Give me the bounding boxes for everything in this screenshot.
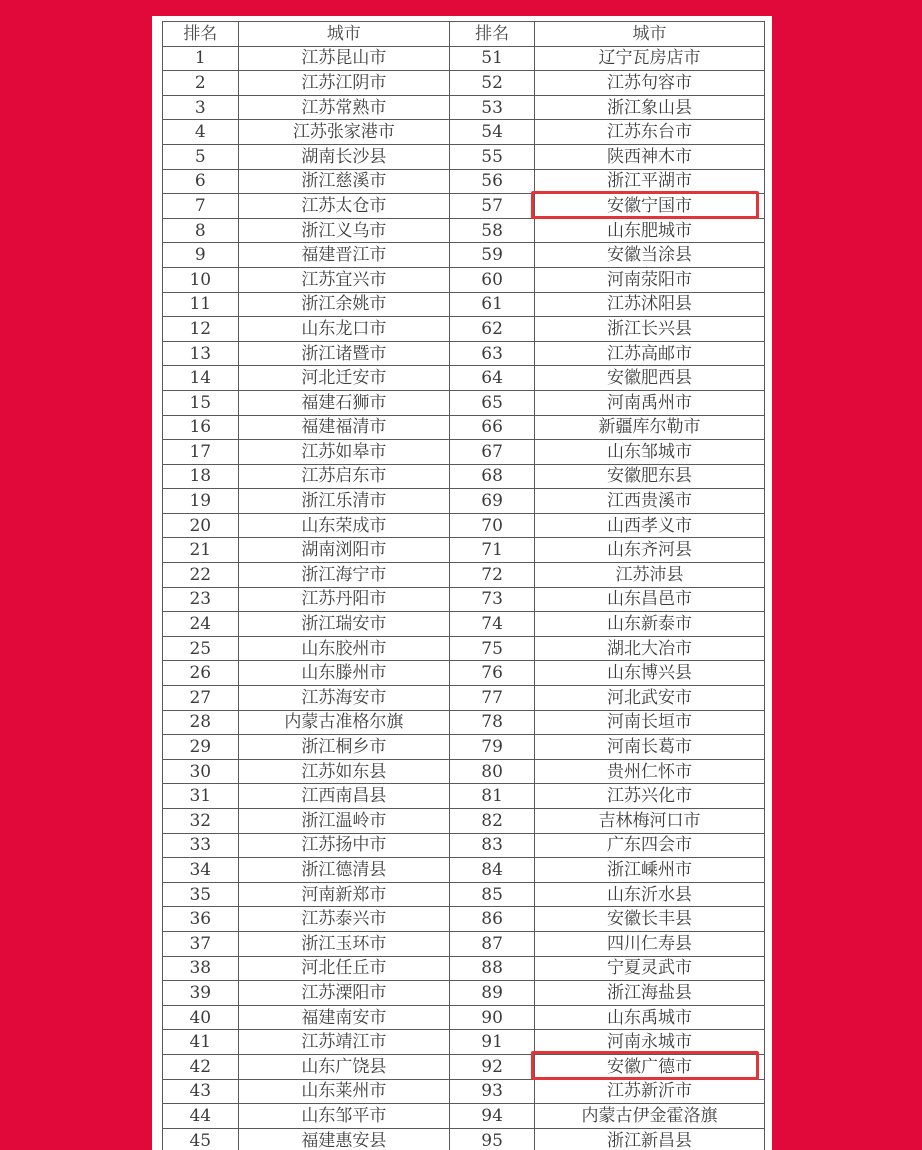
- city-cell: 浙江慈溪市: [238, 169, 450, 194]
- table-row: [163, 735, 765, 760]
- table-row: [163, 907, 765, 932]
- city-cell: 江苏宜兴市: [238, 267, 450, 292]
- city-cell: 安徽肥东县: [535, 464, 765, 489]
- city-cell: 浙江玉环市: [238, 931, 450, 956]
- city-cell: 四川仁寿县: [535, 931, 765, 956]
- highlight-box-rank-57: [531, 191, 759, 220]
- rank-cell: 32: [163, 809, 239, 834]
- rank-cell: 7: [163, 194, 239, 219]
- city-cell: 湖南浏阳市: [238, 538, 450, 563]
- city-cell: 江苏沭阳县: [535, 292, 765, 317]
- table-row: [163, 956, 765, 981]
- table-row: [163, 858, 765, 883]
- table-row: [163, 931, 765, 956]
- city-cell: 山东新泰市: [535, 612, 765, 637]
- city-cell: 山东齐河县: [535, 538, 765, 563]
- rank-cell: 13: [163, 341, 239, 366]
- city-cell: 江苏张家港市: [238, 120, 450, 145]
- rank-cell: 41: [163, 1030, 239, 1055]
- rank-cell: 55: [450, 144, 535, 169]
- city-cell: 山东肥城市: [535, 218, 765, 243]
- header-city: 城市: [238, 22, 450, 47]
- city-cell: 山东沂水县: [535, 882, 765, 907]
- city-cell: 安徽肥西县: [535, 366, 765, 391]
- city-cell: 陕西神木市: [535, 144, 765, 169]
- city-cell: 浙江余姚市: [238, 292, 450, 317]
- table-row: [163, 636, 765, 661]
- rank-cell: 52: [450, 71, 535, 96]
- table-row: [163, 71, 765, 96]
- city-cell: 内蒙古伊金霍洛旗: [535, 1104, 765, 1129]
- table-row: [163, 513, 765, 538]
- city-cell: 浙江海盐县: [535, 981, 765, 1006]
- table-row: [163, 981, 765, 1006]
- rank-cell: 37: [163, 931, 239, 956]
- table-row: [163, 612, 765, 637]
- city-cell: 浙江长兴县: [535, 317, 765, 342]
- rank-cell: 5: [163, 144, 239, 169]
- rank-cell: 79: [450, 735, 535, 760]
- city-cell: 山东胶州市: [238, 636, 450, 661]
- table-row: [163, 120, 765, 145]
- rank-cell: 54: [450, 120, 535, 145]
- rank-cell: 39: [163, 981, 239, 1006]
- city-cell: 江苏东台市: [535, 120, 765, 145]
- table-row: [163, 95, 765, 120]
- rank-cell: 34: [163, 858, 239, 883]
- rank-cell: 36: [163, 907, 239, 932]
- rank-cell: 45: [163, 1128, 239, 1150]
- city-cell: 山东博兴县: [535, 661, 765, 686]
- table-row: [163, 1005, 765, 1030]
- table-row: [163, 538, 765, 563]
- table-row: [163, 144, 765, 169]
- table-row: [163, 464, 765, 489]
- rank-cell: 67: [450, 440, 535, 465]
- table-row: [163, 661, 765, 686]
- table-row: [163, 243, 765, 268]
- rank-cell: 11: [163, 292, 239, 317]
- city-cell: 河南永城市: [535, 1030, 765, 1055]
- city-cell: 江苏如东县: [238, 759, 450, 784]
- city-cell: 安徽广德市: [535, 1054, 765, 1079]
- rank-cell: 92: [450, 1054, 535, 1079]
- rank-cell: 4: [163, 120, 239, 145]
- city-cell: 福建福清市: [238, 415, 450, 440]
- rank-cell: 18: [163, 464, 239, 489]
- city-cell: 安徽长丰县: [535, 907, 765, 932]
- city-cell: 福建南安市: [238, 1005, 450, 1030]
- table-row: [163, 292, 765, 317]
- rank-cell: 83: [450, 833, 535, 858]
- rank-cell: 74: [450, 612, 535, 637]
- rank-cell: 28: [163, 710, 239, 735]
- city-cell: 江苏丹阳市: [238, 587, 450, 612]
- rank-cell: 30: [163, 759, 239, 784]
- rank-cell: 9: [163, 243, 239, 268]
- city-cell: 福建惠安县: [238, 1128, 450, 1150]
- rank-cell: 20: [163, 513, 239, 538]
- table-row: [163, 46, 765, 71]
- table-row: [163, 784, 765, 809]
- city-cell: 浙江象山县: [535, 95, 765, 120]
- city-cell: 江苏常熟市: [238, 95, 450, 120]
- city-cell: 安徽宁国市: [535, 194, 765, 219]
- city-cell: 山东荣成市: [238, 513, 450, 538]
- city-cell: 江苏新沂市: [535, 1079, 765, 1104]
- city-cell: 内蒙古准格尔旗: [238, 710, 450, 735]
- rank-cell: 6: [163, 169, 239, 194]
- city-cell: 江苏太仓市: [238, 194, 450, 219]
- city-cell: 河北迁安市: [238, 366, 450, 391]
- rank-cell: 27: [163, 686, 239, 711]
- city-cell: 山东邹平市: [238, 1104, 450, 1129]
- city-cell: 江苏溧阳市: [238, 981, 450, 1006]
- rank-cell: 22: [163, 563, 239, 588]
- city-cell: 山东滕州市: [238, 661, 450, 686]
- table-row: [163, 440, 765, 465]
- rank-cell: 87: [450, 931, 535, 956]
- rank-cell: 10: [163, 267, 239, 292]
- rank-cell: 76: [450, 661, 535, 686]
- city-cell: 浙江瑞安市: [238, 612, 450, 637]
- table-row: [163, 882, 765, 907]
- rank-cell: 95: [450, 1128, 535, 1150]
- rank-cell: 78: [450, 710, 535, 735]
- table-row: [163, 1128, 765, 1150]
- rank-cell: 64: [450, 366, 535, 391]
- rank-cell: 17: [163, 440, 239, 465]
- rank-cell: 33: [163, 833, 239, 858]
- rank-cell: 15: [163, 390, 239, 415]
- rank-cell: 61: [450, 292, 535, 317]
- header-city: 城市: [535, 22, 765, 47]
- rank-cell: 62: [450, 317, 535, 342]
- rank-cell: 25: [163, 636, 239, 661]
- rank-cell: 8: [163, 218, 239, 243]
- city-cell: 山东禹城市: [535, 1005, 765, 1030]
- rank-cell: 82: [450, 809, 535, 834]
- city-cell: 吉林梅河口市: [535, 809, 765, 834]
- city-cell: 河南新郑市: [238, 882, 450, 907]
- rank-cell: 84: [450, 858, 535, 883]
- city-cell: 江苏启东市: [238, 464, 450, 489]
- rank-cell: 66: [450, 415, 535, 440]
- city-cell: 浙江德清县: [238, 858, 450, 883]
- city-cell: 浙江嵊州市: [535, 858, 765, 883]
- table-row: [163, 833, 765, 858]
- rank-cell: 24: [163, 612, 239, 637]
- rank-cell: 3: [163, 95, 239, 120]
- city-cell: 江苏扬中市: [238, 833, 450, 858]
- rank-cell: 44: [163, 1104, 239, 1129]
- rank-cell: 60: [450, 267, 535, 292]
- table-row: [163, 1104, 765, 1129]
- city-cell: 河北任丘市: [238, 956, 450, 981]
- rank-cell: 69: [450, 489, 535, 514]
- table-row: [163, 218, 765, 243]
- city-cell: 河南禹州市: [535, 390, 765, 415]
- city-cell: 江苏海安市: [238, 686, 450, 711]
- highlight-box-rank-92: [531, 1051, 759, 1080]
- rank-cell: 42: [163, 1054, 239, 1079]
- rank-cell: 31: [163, 784, 239, 809]
- rank-cell: 56: [450, 169, 535, 194]
- city-cell: 山西孝义市: [535, 513, 765, 538]
- rank-cell: 14: [163, 366, 239, 391]
- rank-cell: 58: [450, 218, 535, 243]
- city-cell: 江苏句容市: [535, 71, 765, 96]
- table-row: [163, 686, 765, 711]
- rank-cell: 90: [450, 1005, 535, 1030]
- city-cell: 湖北大冶市: [535, 636, 765, 661]
- rank-cell: 80: [450, 759, 535, 784]
- rank-cell: 70: [450, 513, 535, 538]
- rank-cell: 51: [450, 46, 535, 71]
- city-cell: 江西南昌县: [238, 784, 450, 809]
- city-cell: 河北武安市: [535, 686, 765, 711]
- city-cell: 辽宁瓦房店市: [535, 46, 765, 71]
- table-row: [163, 759, 765, 784]
- city-cell: 河南长葛市: [535, 735, 765, 760]
- rank-cell: 53: [450, 95, 535, 120]
- city-cell: 河南长垣市: [535, 710, 765, 735]
- table-row: [163, 415, 765, 440]
- city-cell: 贵州仁怀市: [535, 759, 765, 784]
- rank-cell: 12: [163, 317, 239, 342]
- city-cell: 浙江平湖市: [535, 169, 765, 194]
- city-cell: 新疆库尔勒市: [535, 415, 765, 440]
- city-cell: 山东广饶县: [238, 1054, 450, 1079]
- rank-cell: 73: [450, 587, 535, 612]
- rank-cell: 16: [163, 415, 239, 440]
- rank-cell: 38: [163, 956, 239, 981]
- city-cell: 湖南长沙县: [238, 144, 450, 169]
- header-rank: 排名: [450, 22, 535, 47]
- table-row: [163, 710, 765, 735]
- city-cell: 山东莱州市: [238, 1079, 450, 1104]
- city-cell: 山东邹城市: [535, 440, 765, 465]
- city-cell: 江苏昆山市: [238, 46, 450, 71]
- city-cell: 江苏沛县: [535, 563, 765, 588]
- table-row: [163, 341, 765, 366]
- city-cell: 江苏靖江市: [238, 1030, 450, 1055]
- city-cell: 浙江新昌县: [535, 1128, 765, 1150]
- rank-cell: 65: [450, 390, 535, 415]
- city-cell: 浙江诸暨市: [238, 341, 450, 366]
- table-row: [163, 489, 765, 514]
- table-row: [163, 169, 765, 194]
- rank-cell: 23: [163, 587, 239, 612]
- rank-cell: 93: [450, 1079, 535, 1104]
- rank-cell: 94: [450, 1104, 535, 1129]
- city-cell: 山东昌邑市: [535, 587, 765, 612]
- table-row: [163, 809, 765, 834]
- ranking-sheet: [152, 16, 772, 1150]
- table-row: [163, 267, 765, 292]
- city-cell: 浙江温岭市: [238, 809, 450, 834]
- city-cell: 广东四会市: [535, 833, 765, 858]
- rank-cell: 77: [450, 686, 535, 711]
- rank-cell: 21: [163, 538, 239, 563]
- rank-cell: 63: [450, 341, 535, 366]
- rank-cell: 91: [450, 1030, 535, 1055]
- rank-cell: 81: [450, 784, 535, 809]
- rank-cell: 59: [450, 243, 535, 268]
- table-row: [163, 366, 765, 391]
- table-row: [163, 317, 765, 342]
- city-cell: 安徽当涂县: [535, 243, 765, 268]
- rank-cell: 86: [450, 907, 535, 932]
- city-cell: 江苏泰兴市: [238, 907, 450, 932]
- rank-cell: 1: [163, 46, 239, 71]
- city-cell: 河南荥阳市: [535, 267, 765, 292]
- rank-cell: 26: [163, 661, 239, 686]
- rank-cell: 40: [163, 1005, 239, 1030]
- city-cell: 浙江乐清市: [238, 489, 450, 514]
- table-row: [163, 390, 765, 415]
- rank-cell: 85: [450, 882, 535, 907]
- rank-cell: 89: [450, 981, 535, 1006]
- rank-cell: 29: [163, 735, 239, 760]
- table-row: [163, 1079, 765, 1104]
- city-cell: 福建石狮市: [238, 390, 450, 415]
- rank-cell: 57: [450, 194, 535, 219]
- rank-cell: 75: [450, 636, 535, 661]
- city-cell: 江苏江阴市: [238, 71, 450, 96]
- city-cell: 浙江义乌市: [238, 218, 450, 243]
- rank-cell: 2: [163, 71, 239, 96]
- city-cell: 浙江桐乡市: [238, 735, 450, 760]
- city-cell: 宁夏灵武市: [535, 956, 765, 981]
- city-cell: 山东龙口市: [238, 317, 450, 342]
- city-cell: 福建晋江市: [238, 243, 450, 268]
- city-cell: 江苏兴化市: [535, 784, 765, 809]
- rank-cell: 68: [450, 464, 535, 489]
- rank-cell: 43: [163, 1079, 239, 1104]
- rank-cell: 19: [163, 489, 239, 514]
- table-row: [163, 563, 765, 588]
- rank-cell: 71: [450, 538, 535, 563]
- rank-cell: 88: [450, 956, 535, 981]
- table-row: [163, 587, 765, 612]
- table-header-row: [163, 22, 765, 47]
- city-cell: 江苏如皋市: [238, 440, 450, 465]
- header-rank: 排名: [163, 22, 239, 47]
- city-cell: 江西贵溪市: [535, 489, 765, 514]
- city-cell: 浙江海宁市: [238, 563, 450, 588]
- city-cell: 江苏高邮市: [535, 341, 765, 366]
- rank-cell: 35: [163, 882, 239, 907]
- rank-cell: 72: [450, 563, 535, 588]
